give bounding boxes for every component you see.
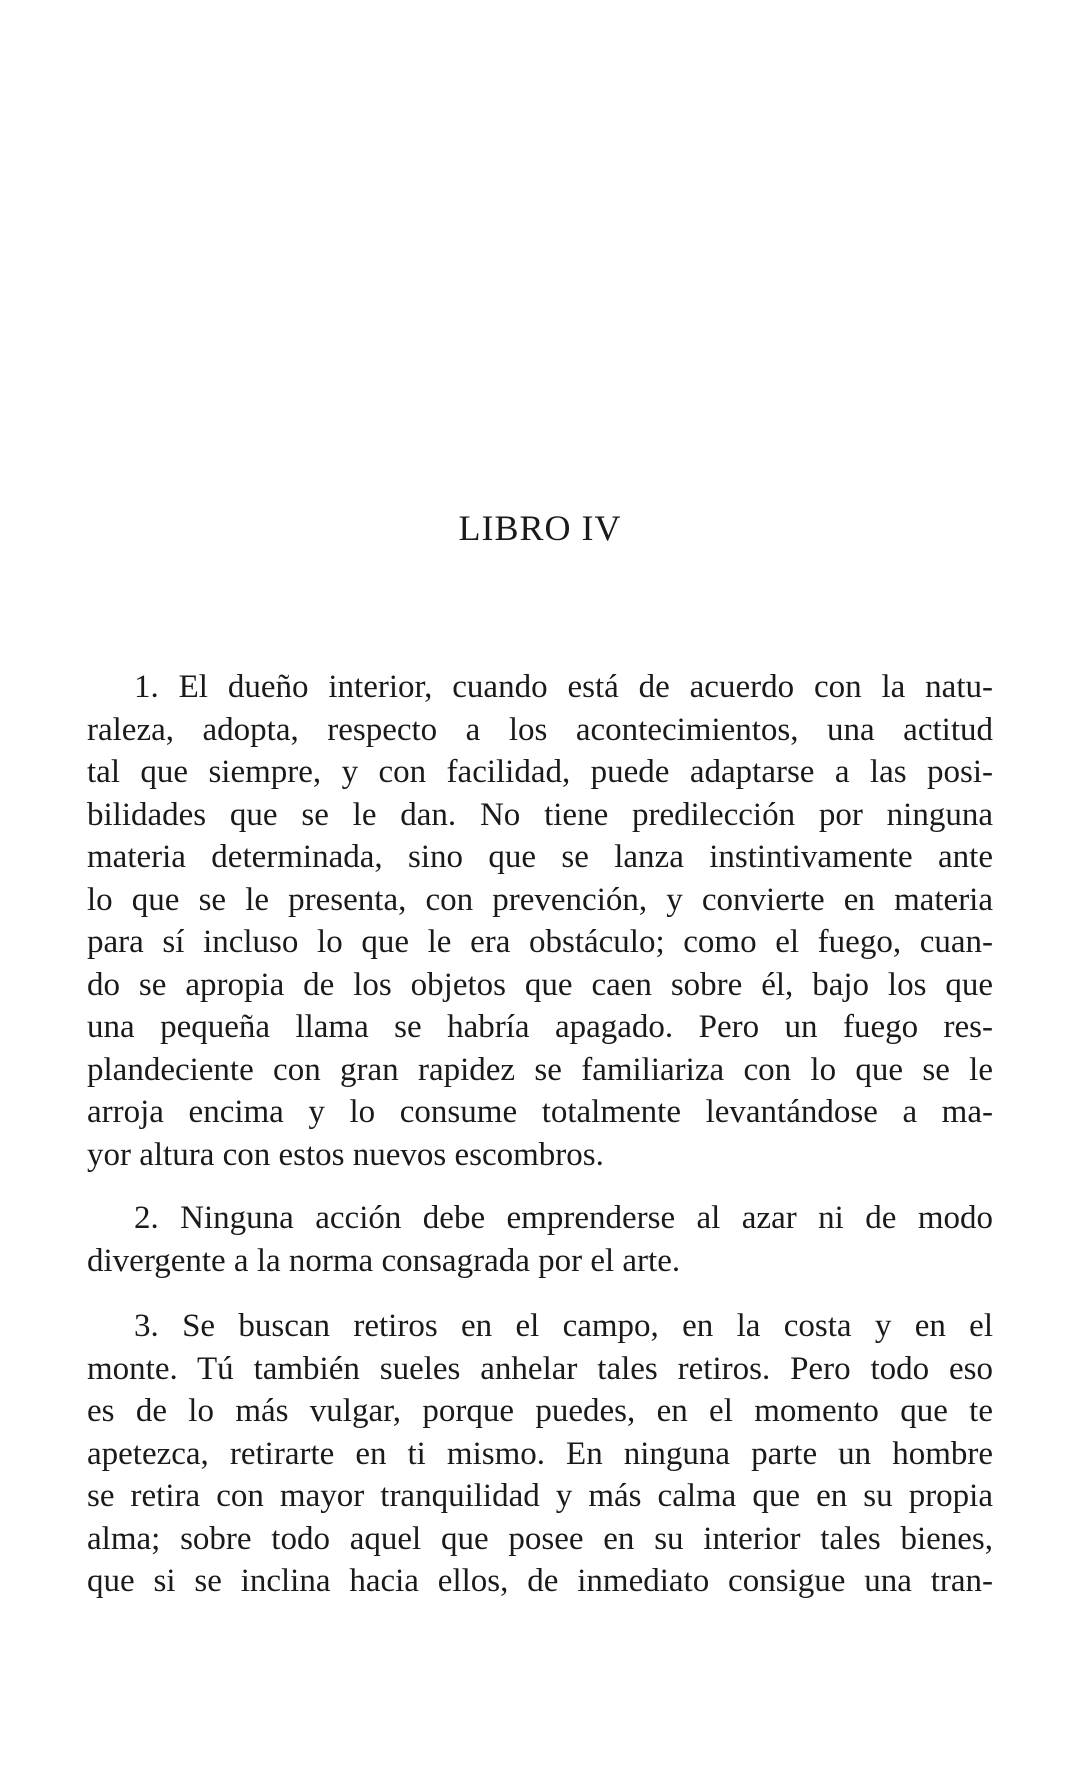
paragraph-2 <box>87 1197 993 1282</box>
text-line: es de lo más vulgar, porque puedes, en el momento que te <box>87 1393 993 1429</box>
text-line: materia determinada, sino que se lanza instintivamente ante <box>87 839 993 875</box>
text-line: arroja encima y lo consume totalmente levantándose a ma- <box>87 1094 993 1130</box>
text-line: alma; sobre todo aquel que posee en su interior tales bienes, <box>87 1520 993 1557</box>
text-line: plandeciente con gran rapidez se familiariza con lo que se le <box>87 1051 993 1088</box>
text-line: divergente a la norma consagrada por el arte. <box>87 1242 681 1279</box>
text-line: bilidades que se le dan. No tiene predilección por ninguna <box>87 796 993 833</box>
chapter-heading: LIBRO IV <box>458 508 622 548</box>
text-line: 2. Ninguna acción debe emprenderse al azar ni de modo <box>134 1200 993 1236</box>
text-line: una pequeña llama se habría apagado. Pero un fuego res- <box>87 1009 993 1045</box>
text-line: raleza, adopta, respecto a los acontecimientos, una actitud <box>87 711 993 748</box>
text-line: do se apropia de los objetos que caen sobre él, bajo los que <box>87 966 993 1003</box>
paragraph-1 <box>87 666 993 1176</box>
text-line: monte. Tú también sueles anhelar tales retiros. Pero todo eso <box>87 1350 993 1387</box>
paragraph-3 <box>87 1305 993 1603</box>
text-line: lo que se le presenta, con prevención, y convierte en materia <box>87 881 993 918</box>
text-line: apetezca, retirarte en ti mismo. En ninguna parte un hombre <box>87 1435 993 1472</box>
text-line: yor altura con estos nuevos escombros. <box>87 1136 604 1173</box>
text-line: que si se inclina hacia ellos, de inmediato consigue una tran- <box>87 1563 993 1599</box>
text-line: 3. Se buscan retiros en el campo, en la costa y en el <box>134 1308 993 1344</box>
text-line: se retira con mayor tranquilidad y más calma que en su propia <box>87 1478 993 1514</box>
text-line: tal que siempre, y con facilidad, puede adaptarse a las posi- <box>87 754 993 790</box>
text-line: para sí incluso lo que le era obstáculo; como el fuego, cuan- <box>87 924 993 960</box>
text-line: 1. El dueño interior, cuando está de acuerdo con la natu- <box>134 669 993 705</box>
